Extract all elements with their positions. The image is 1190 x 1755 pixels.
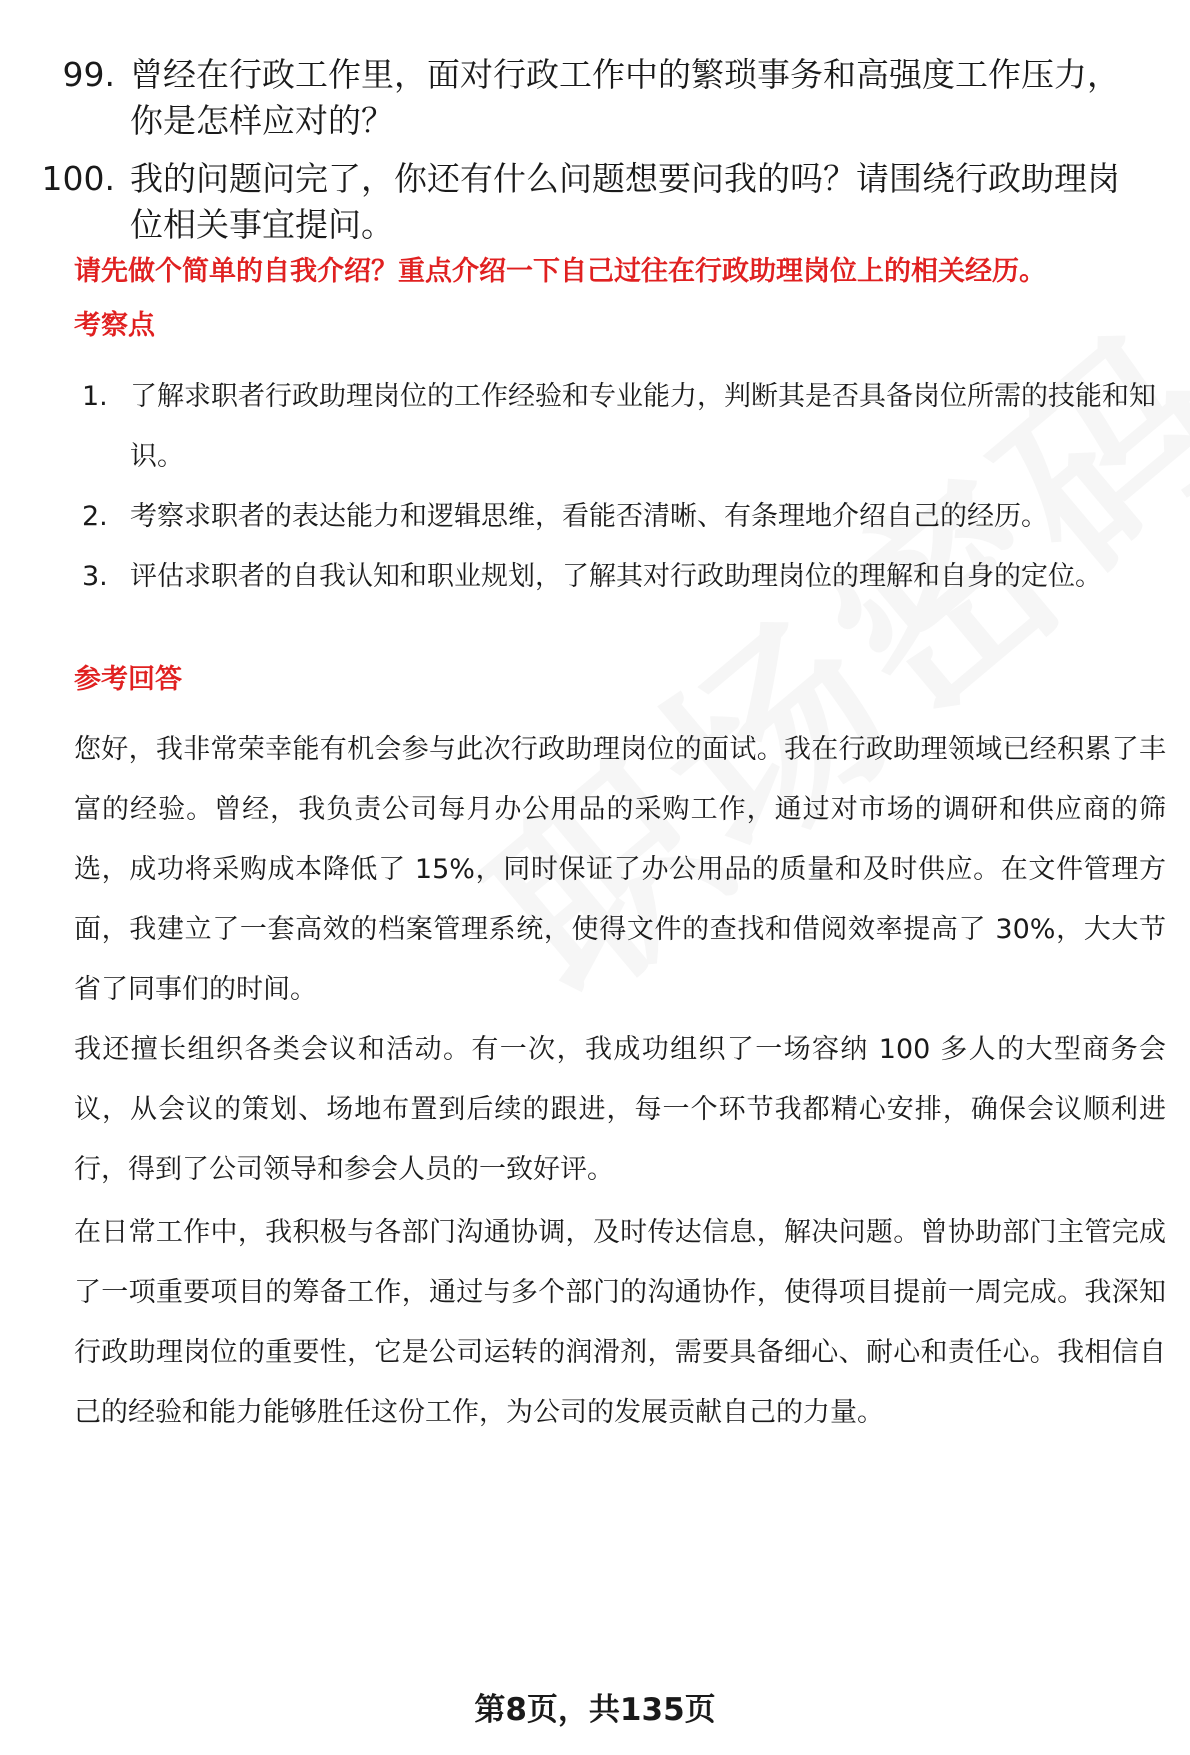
question-item [0, 52, 1190, 144]
focus-item-number: 1. [82, 381, 108, 412]
answer-heading: 参考回答 [74, 664, 182, 695]
focus-item-number: 2. [82, 501, 108, 532]
answer-paragraph: 在日常工作中，我积极与各部门沟通协调，及时传达信息，解决问题。曾协助部门主管完成了一项重要项目的筹备工作，通过与多个部门的沟通协作，使得项目提前一周完成。我深知行政助理岗位的重要性，它是公司运转的润滑剂，需要具备细心、耐心和责任心。我相信自己的经验和能力能够胜任这份工作，为公司的发展贡献自己的力量。 [74, 1217, 1166, 1428]
focus-item [0, 367, 1190, 487]
question-number: 99. [62, 55, 115, 94]
focus-heading: 考察点 [74, 310, 155, 341]
focus-list [0, 367, 1190, 607]
focus-item-text: 考察求职者的表达能力和逻辑思维，看能否清晰、有条理地介绍自己的经历。 [130, 501, 1048, 532]
page-footer: 第8页，共135页 [474, 1692, 716, 1728]
question-item [0, 156, 1190, 248]
focus-item [0, 487, 1190, 547]
question-text: 我的问题问完了，你还有什么问题想要问我的吗？请围绕行政助理岗位相关事宜提问。 [130, 159, 1120, 244]
focus-item [0, 547, 1190, 607]
answer-paragraph: 您好，我非常荣幸能有机会参与此次行政助理岗位的面试。我在行政助理领域已经积累了丰富的经验。曾经，我负责公司每月办公用品的采购工作，通过对市场的调研和供应商的筛选，成功将采购成本降低了 15%，同时保证了办公用品的质量和及时供应。在文件管理方面，我建立了一套高效的档案管理系统，使得文件的查找和借阅效率提高了 30%，大大节省了同事们的时间。 [74, 734, 1166, 1005]
question-list [0, 52, 1190, 260]
focus-item-text: 评估求职者的自我认知和职业规划，了解其对行政助理岗位的理解和自身的定位。 [130, 561, 1102, 592]
question-number: 100. [41, 159, 115, 198]
answer-paragraph: 我还擅长组织各类会议和活动。有一次，我成功组织了一场容纳 100 多人的大型商务会议，从会议的策划、场地布置到后续的跟进，每一个环节我都精心安排，确保会议顺利进行，得到了公司领导和参会人员的一致好评。 [74, 1034, 1166, 1185]
question-text: 曾经在行政工作里，面对行政工作中的繁琐事务和高强度工作压力，你是怎样应对的？ [130, 55, 1120, 140]
focus-item-text: 了解求职者行政助理岗位的工作经验和专业能力，判断其是否具备岗位所需的技能和知识。 [130, 381, 1156, 472]
focus-item-number: 3. [82, 561, 108, 592]
section-question: 请先做个简单的自我介绍？重点介绍一下自己过往在行政助理岗位上的相关经历。 [74, 256, 1046, 287]
